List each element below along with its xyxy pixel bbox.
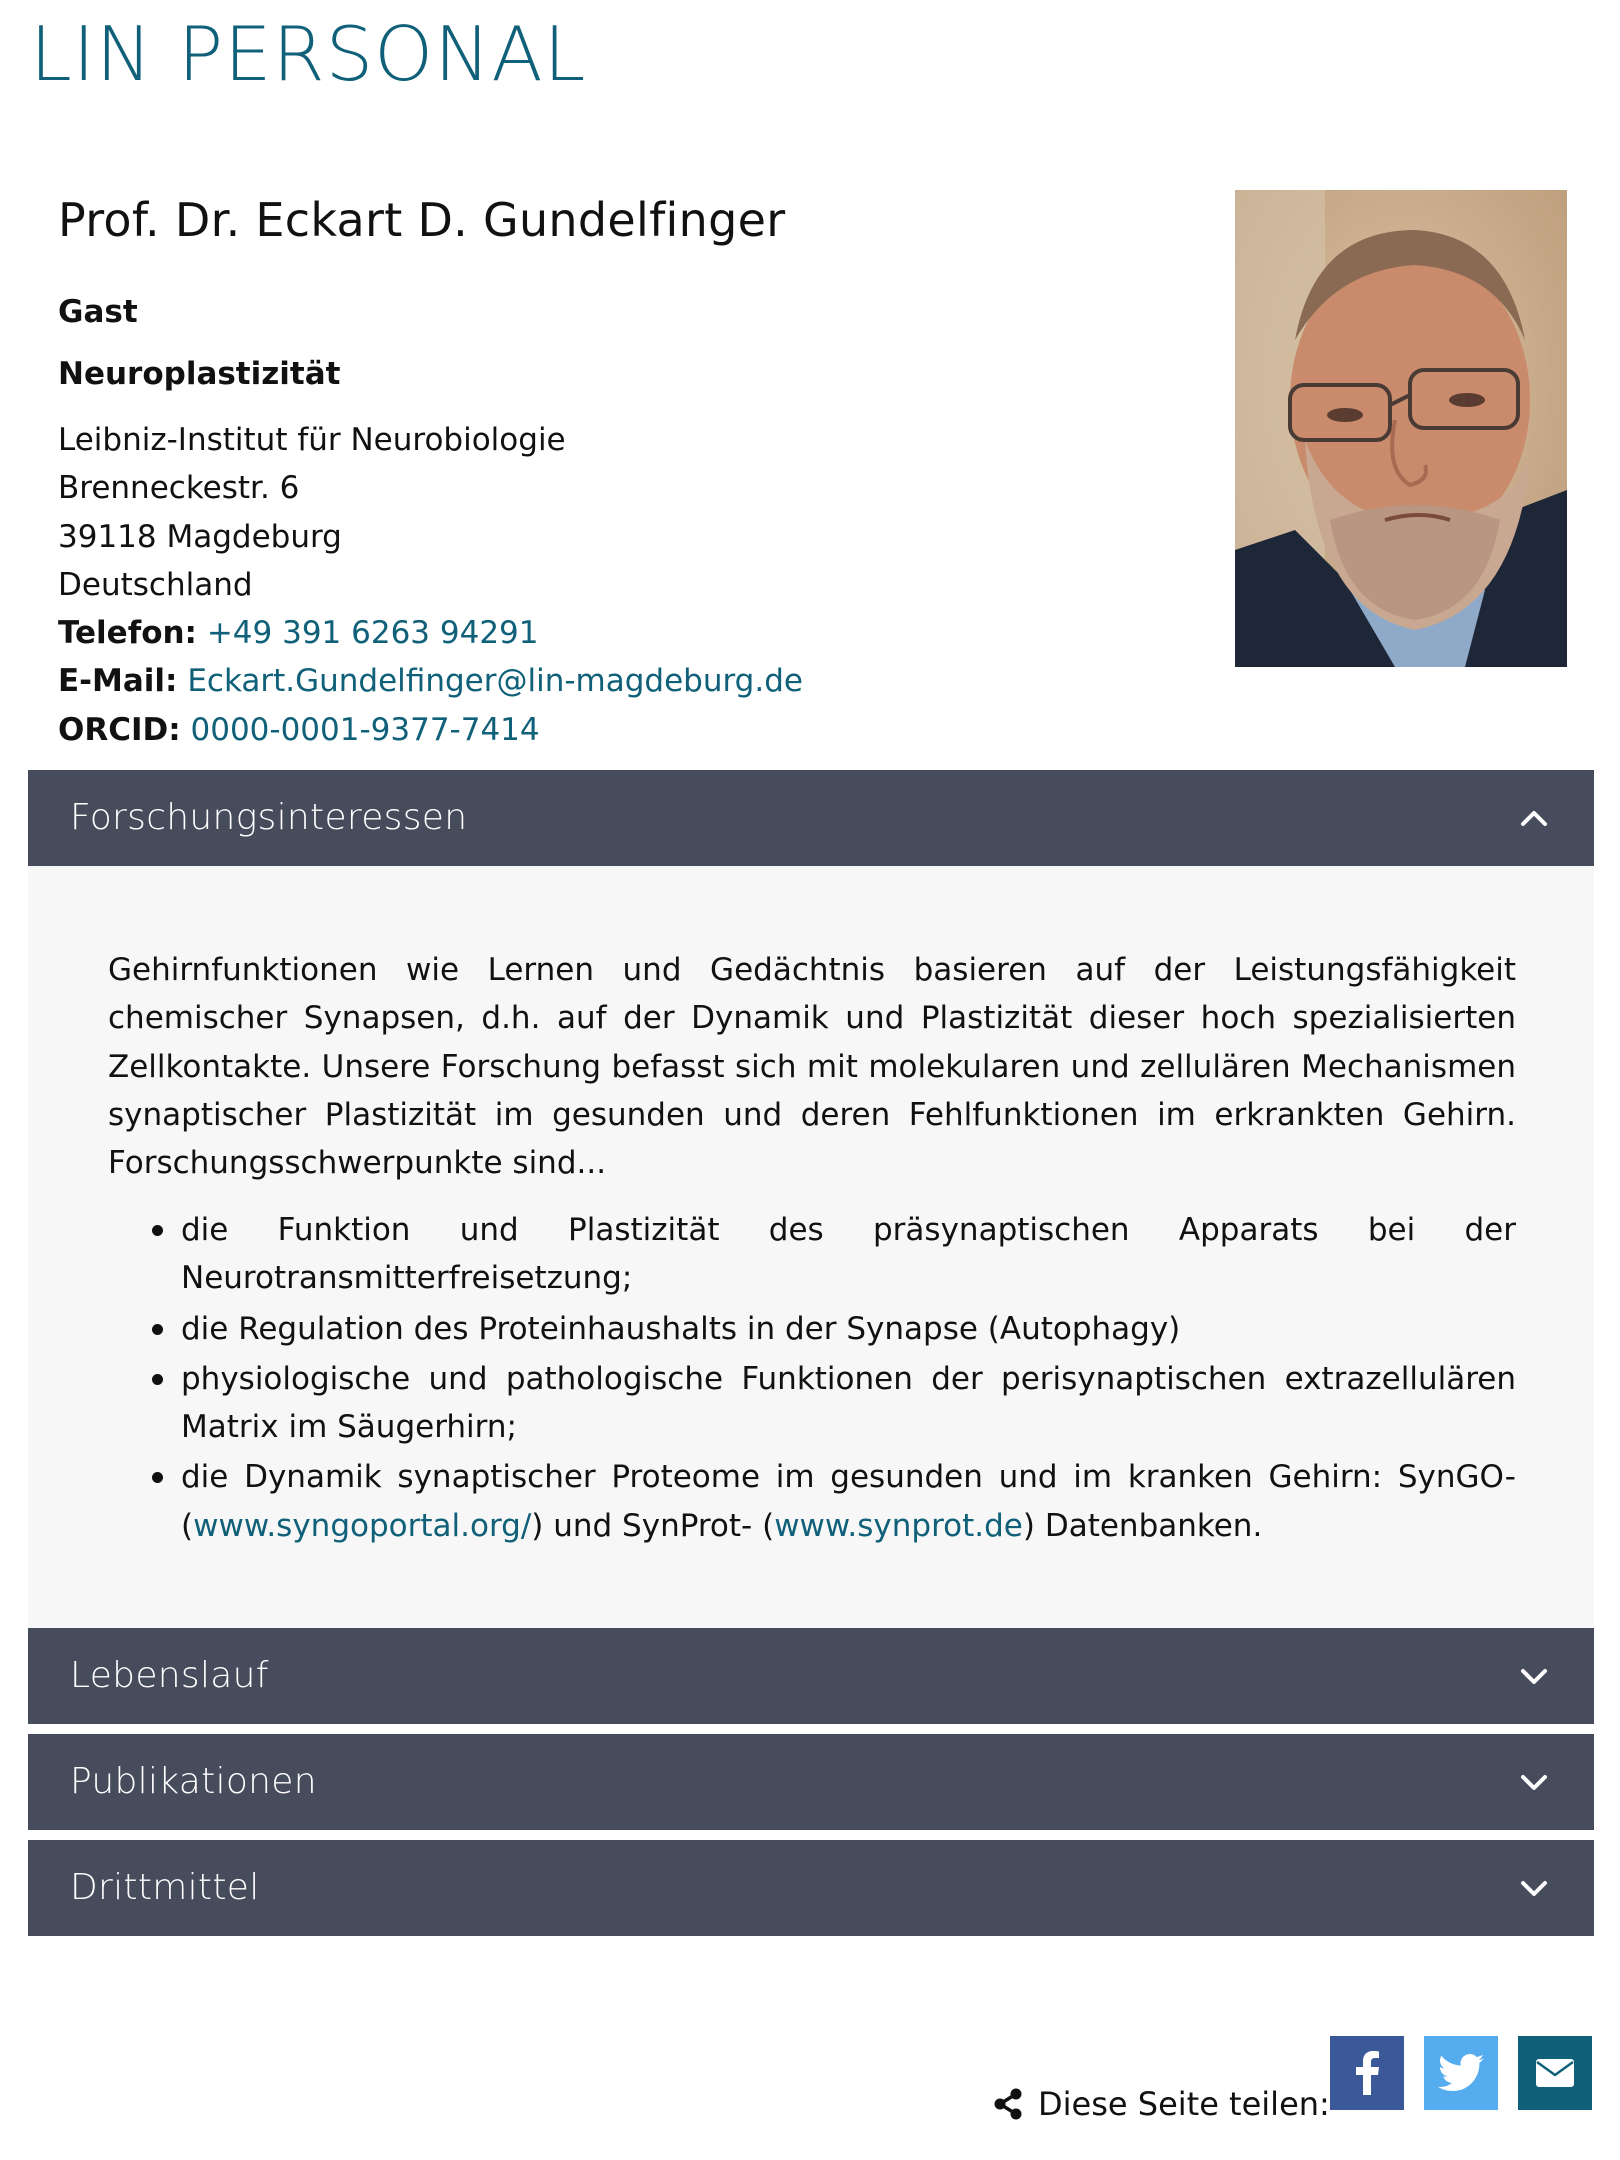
synprot-link[interactable]: www.synprot.de: [774, 1507, 1023, 1544]
bullet-dot: [152, 1225, 163, 1236]
email-link[interactable]: Eckart.Gundelfinger@lin-magdeburg.de: [187, 663, 803, 700]
person-department: Neuroplastizität: [58, 356, 341, 392]
share-twitter-button[interactable]: [1424, 2036, 1498, 2110]
chevron-down-icon: [1520, 1662, 1548, 1690]
mail-icon: [1536, 2059, 1574, 2087]
list-item-text: die Regulation des Proteinhaushalts in der Synapse (Autophagy): [181, 1310, 1181, 1347]
site-title: LIN PERSONAL: [30, 10, 587, 98]
phone-link[interactable]: +49 391 6263 94291: [206, 615, 539, 652]
accordion-label: Publikationen: [70, 1761, 317, 1802]
accordion-label: Forschungsinteressen: [70, 797, 468, 838]
share-label: Diese Seite teilen:: [1038, 2085, 1330, 2123]
accordion-label: Drittmittel: [70, 1867, 260, 1908]
share-email-button[interactable]: [1518, 2036, 1592, 2110]
contact-block: [58, 416, 803, 754]
share-facebook-button[interactable]: [1330, 2036, 1404, 2110]
address-country: Deutschland: [58, 566, 253, 603]
research-bullet-list: [108, 1206, 1516, 1552]
research-intro: Gehirnfunktionen wie Lernen und Gedächtnis basieren auf der Leistungsfähigkeit chemischer Synapsen, d.h. auf der Dynamik und Plastizität dieser hoch spezialisierten Zellkontakte. Unsere Forschung befasst sich mit molekularen und zellulären Mechanismen synaptischer Plastizität im gesunden und deren Fehlfunktionen im erkrankten Gehirn. Forschungsschwerpunkte sind...: [108, 952, 1516, 1182]
list-item-text: physiologische und pathologische Funktionen der perisynaptischen extrazellulären Matrix im Säugerhirn;: [181, 1360, 1516, 1446]
list-item-text: ) Datenbanken.: [1022, 1507, 1263, 1544]
phone-row: [58, 609, 803, 657]
orcid-label: ORCID:: [58, 711, 181, 748]
list-item: [108, 1305, 1516, 1353]
address-institute: Leibniz-Institut für Neurobiologie: [58, 422, 566, 458]
accordion-publikationen[interactable]: [28, 1734, 1594, 1830]
list-item: [108, 1355, 1516, 1452]
chevron-down-icon: [1520, 1768, 1548, 1796]
orcid-link[interactable]: 0000-0001-9377-7414: [190, 711, 540, 748]
share-icon: [993, 2088, 1023, 2120]
accordion-label: Lebenslauf: [70, 1655, 269, 1696]
list-item-text: ) und SynProt- (: [531, 1507, 775, 1544]
accordion-lebenslauf[interactable]: [28, 1628, 1594, 1724]
address-city: 39118 Magdeburg: [58, 518, 342, 555]
orcid-row: [58, 706, 803, 754]
bullet-dot: [152, 1324, 163, 1335]
accordion-panel-forschungsinteressen: [28, 866, 1594, 1628]
address-street: Brenneckestr. 6: [58, 470, 300, 507]
chevron-down-icon: [1520, 1874, 1548, 1902]
list-item: [108, 1453, 1516, 1550]
email-row: [58, 657, 803, 705]
accordion-drittmittel[interactable]: [28, 1840, 1594, 1936]
list-item-text: die Dynamik synaptischer Proteome im gesunden und im kranken Gehirn: SynGO- (: [181, 1459, 1516, 1544]
person-name: Prof. Dr. Eckart D. Gundelfinger: [58, 193, 786, 247]
portrait-illustration: [1235, 190, 1567, 667]
syngo-link[interactable]: www.syngoportal.org/: [193, 1507, 532, 1544]
email-label: E-Mail:: [58, 663, 178, 700]
list-item: [108, 1206, 1516, 1303]
facebook-icon: [1354, 2051, 1380, 2095]
list-item-text: die Funktion und Plastizität des präsynaptischen Apparats bei der Neurotransmitterfreisetzung;: [181, 1212, 1516, 1297]
bullet-dot: [152, 1472, 163, 1483]
portrait-photo: [1235, 190, 1567, 667]
person-role: Gast: [58, 294, 138, 330]
accordion-forschungsinteressen[interactable]: [28, 770, 1594, 866]
chevron-up-icon: [1520, 804, 1548, 832]
bullet-dot: [152, 1374, 163, 1385]
phone-label: Telefon:: [58, 615, 197, 652]
twitter-icon: [1438, 2054, 1484, 2092]
